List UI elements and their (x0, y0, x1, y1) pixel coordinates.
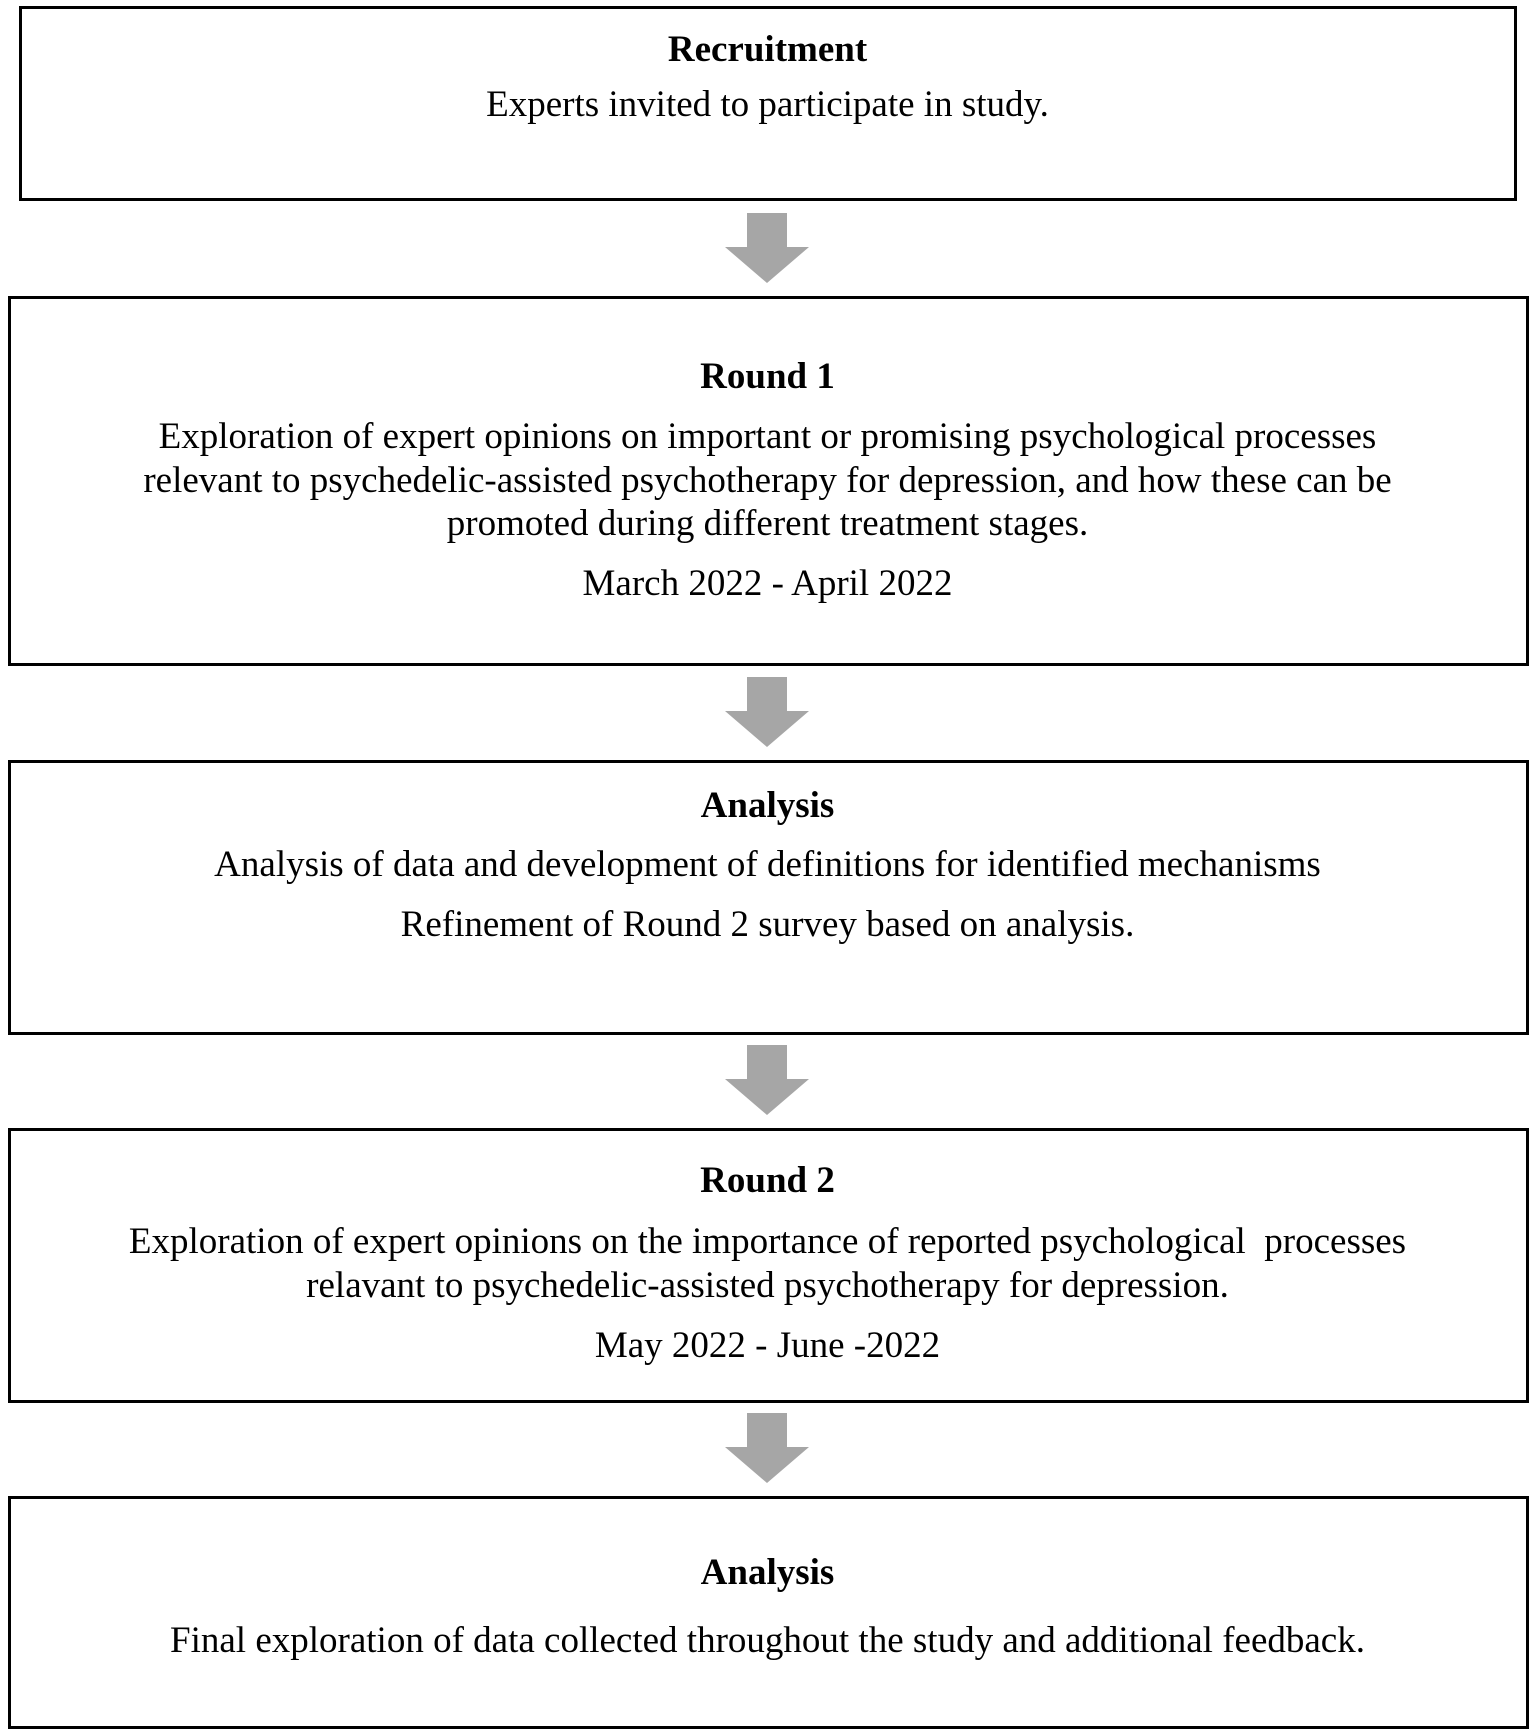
step-text: Exploration of expert opinions on important or promising psychological processes (158, 416, 1377, 457)
step-text: Experts invited to participate in study. (486, 84, 1049, 125)
step-title: Round 2 (700, 1160, 835, 1201)
step-title: Analysis (700, 785, 835, 826)
step-title: Analysis (700, 1552, 835, 1593)
step-text: relevant to psychedelic-assisted psychotherapy for depression, and how these can be (143, 460, 1392, 501)
step-text: Refinement of Round 2 survey based on analysis. (400, 904, 1135, 945)
down-arrow-icon (725, 1045, 809, 1115)
step-text: Final exploration of data collected throughout the study and additional feedback. (170, 1620, 1365, 1661)
step-title: Recruitment (667, 29, 868, 70)
step-title: Round 1 (700, 356, 835, 397)
step-text: Analysis of data and development of definitions for identified mechanisms (214, 844, 1321, 885)
step-text: relavant to psychedelic-assisted psychotherapy for depression. (306, 1265, 1229, 1306)
step-date: May 2022 - June -2022 (594, 1325, 941, 1366)
down-arrow-icon (725, 677, 809, 747)
down-arrow-icon (725, 1413, 809, 1483)
step-analysis2-box (8, 1496, 1529, 1729)
step-text: Exploration of expert opinions on the importance of reported psychological processes (128, 1221, 1407, 1262)
step-text: promoted during different treatment stages. (446, 503, 1089, 544)
step-date: March 2022 - April 2022 (582, 563, 953, 604)
down-arrow-icon (725, 213, 809, 283)
